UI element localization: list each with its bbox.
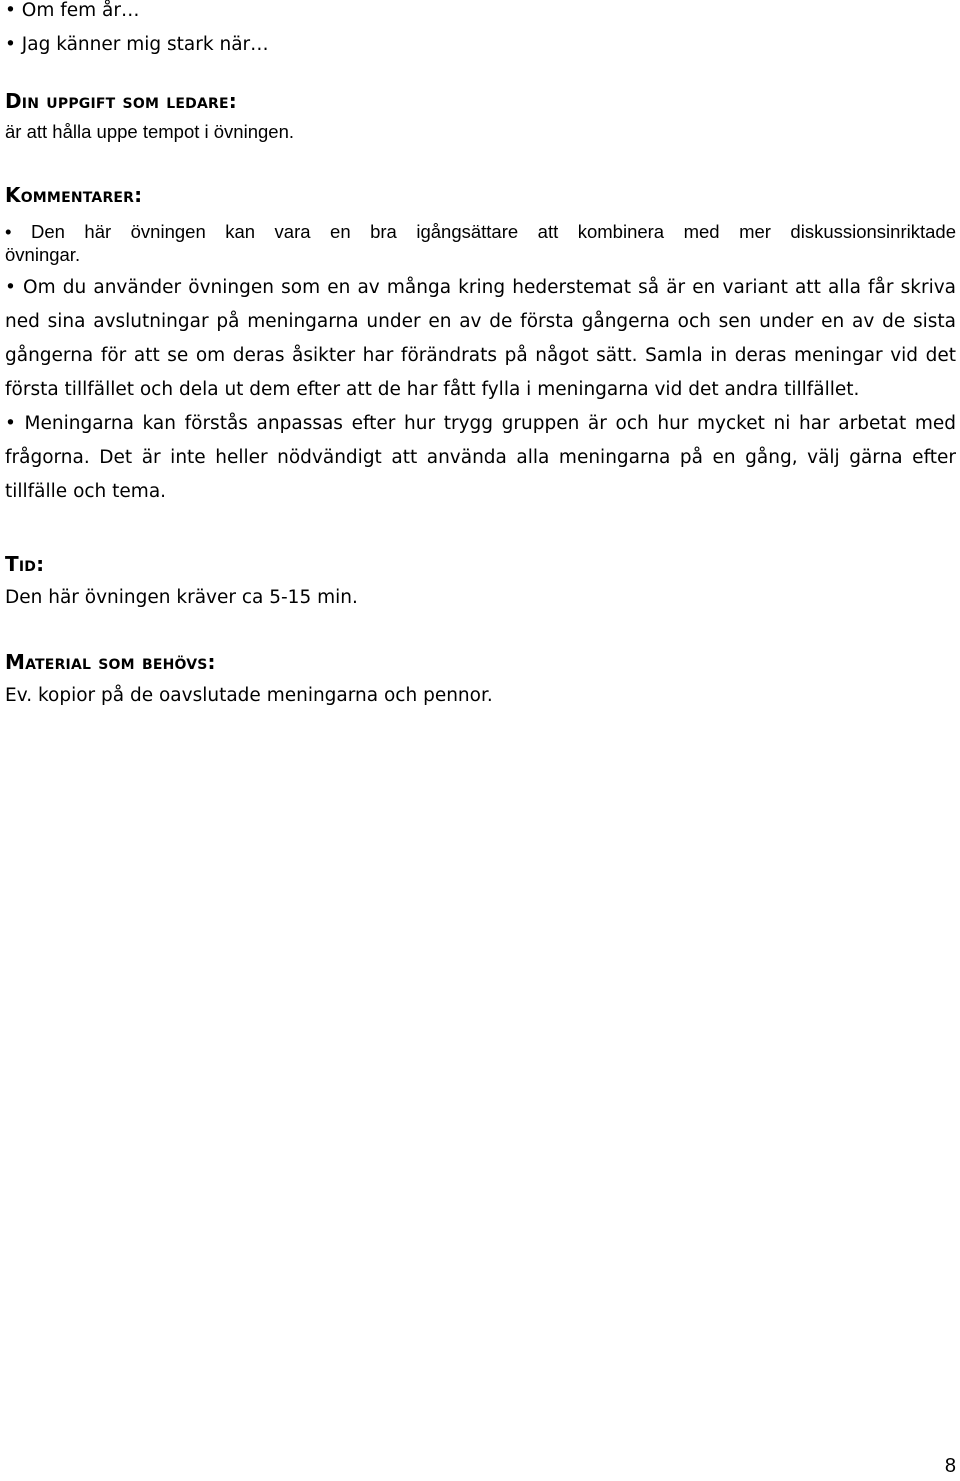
document-page xyxy=(5,0,956,713)
page-number: 8 xyxy=(944,1455,956,1477)
comment-bullet-line: övningar. xyxy=(5,244,81,265)
bullet-list-top xyxy=(5,0,956,62)
comment-bullet-line: • Den här övningen kan vara en bra igångsättare att kombinera med mer diskussionsinriktade xyxy=(5,221,956,242)
section-heading: Kommentarer: xyxy=(5,183,143,207)
section-heading: Din uppgift som ledare: xyxy=(5,89,237,113)
section-text: Den här övningen kräver ca 5-15 min. xyxy=(5,587,358,608)
section-material xyxy=(5,645,956,713)
section-text: är att hålla uppe tempot i övningen. xyxy=(5,121,294,142)
section-comments xyxy=(5,178,956,509)
section-leader xyxy=(5,84,956,149)
comment-bullet: • Meningarna kan förstås anpassas efter hur trygg gruppen är och hur mycket ni har arbetat med frågorna. Det är inte heller nödvändigt att använda alla meningarna på en gång, välj gärna efter tillfälle och tema. xyxy=(5,413,956,502)
comment-bullet: • Om du använder övningen som en av många kring hederstemat så är en variant att alla får skriva ned sina avslutningar på meningarna under en av de första gångerna och sen under en av de sista gångerna för att se om deras åsikter har förändrats på något sätt. Samla in deras meningar vid det första tillfället och dela ut dem efter att de har fått fylla i meningarna vid det andra tillfället. xyxy=(5,277,956,400)
section-text: Ev. kopior på de oavslutade meningarna och pennor. xyxy=(5,685,493,706)
section-heading: Material som behövs: xyxy=(5,650,216,674)
bullet-item: • Jag känner mig stark när… xyxy=(5,34,269,55)
section-time xyxy=(5,547,956,615)
bullet-item: • Om fem år… xyxy=(5,0,140,21)
section-heading: Tid: xyxy=(5,552,45,576)
